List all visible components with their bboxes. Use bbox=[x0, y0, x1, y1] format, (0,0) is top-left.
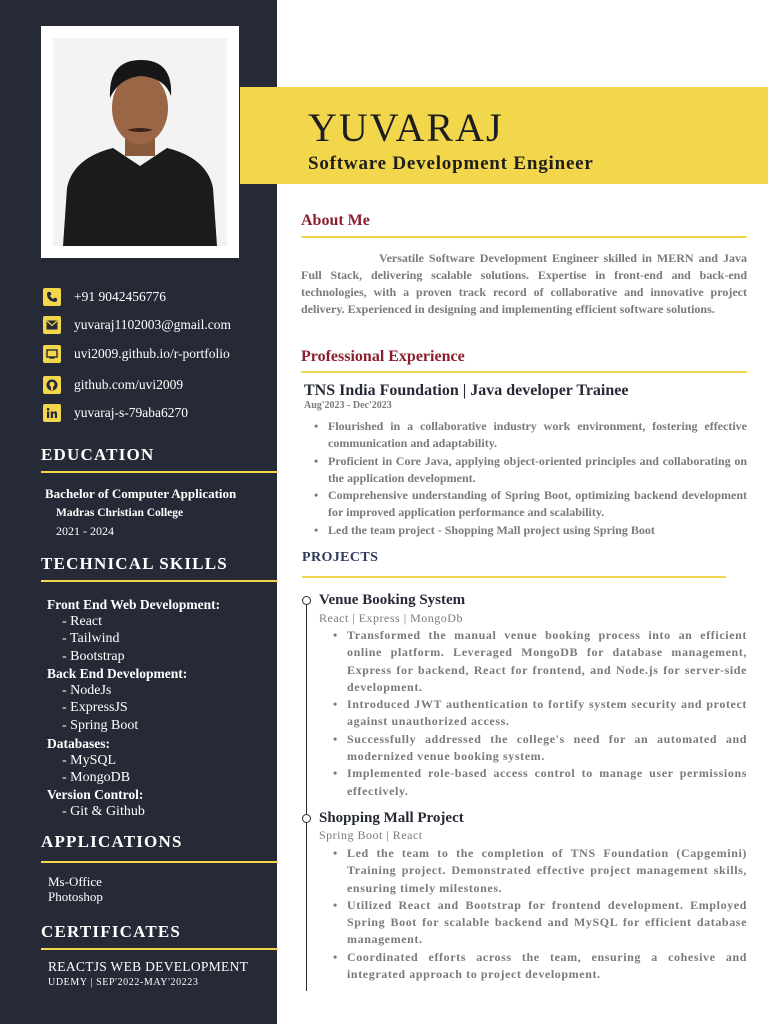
portfolio-icon bbox=[43, 345, 61, 363]
skills-frontend-head: Front End Web Development: bbox=[47, 597, 221, 612]
project-name: Shopping Mall Project bbox=[319, 810, 464, 826]
profile-photo-frame bbox=[41, 26, 239, 258]
experience-divider bbox=[301, 371, 747, 373]
education-college: Madras Christian College bbox=[56, 507, 184, 519]
projects-timeline bbox=[306, 603, 307, 991]
skill-item: - Spring Boot bbox=[62, 718, 139, 733]
experience-heading: Professional Experience bbox=[301, 348, 465, 365]
applications-heading: APPLICATIONS bbox=[41, 832, 183, 851]
list-item: • Comprehensive understanding of Spring Boot, optimizing backend development for improved application performance and scalability. bbox=[314, 488, 747, 520]
contact-linkedin-text: yuvaraj-s-79aba6270 bbox=[74, 405, 188, 420]
contact-email[interactable] bbox=[43, 315, 273, 335]
experience-bullets bbox=[314, 418, 747, 539]
applications-divider bbox=[41, 861, 278, 863]
job-date: Aug'2023 - Dec'2023 bbox=[304, 400, 392, 411]
application-item: Ms-Office bbox=[48, 874, 102, 889]
application-item: Photoshop bbox=[48, 889, 103, 904]
list-item: • Introduced JWT authentication to fortify system security and protect against unauthorized access. bbox=[333, 697, 747, 729]
skills-divider bbox=[41, 580, 278, 582]
contact-portfolio[interactable] bbox=[43, 344, 273, 364]
skill-item: - MySQL bbox=[62, 753, 117, 768]
project-tech: Spring Boot | React bbox=[319, 828, 423, 842]
list-item: • Successfully addressed the college's need for an automated and modernized venue booking system. bbox=[333, 731, 747, 764]
about-heading: About Me bbox=[301, 212, 370, 229]
skill-item: - ExpressJS bbox=[62, 700, 128, 715]
candidate-name: YUVARAJ bbox=[308, 105, 504, 150]
list-item: • Led the team project - Shopping Mall project using Spring Boot bbox=[314, 522, 655, 537]
skill-item: - Bootstrap bbox=[62, 649, 125, 664]
phone-icon bbox=[43, 288, 61, 306]
project-tech: React | Express | MongoDb bbox=[319, 611, 463, 625]
project-bullets bbox=[333, 845, 747, 983]
linkedin-icon bbox=[43, 404, 61, 422]
contact-portfolio-text: uvi2009.github.io/r-portfolio bbox=[74, 346, 230, 361]
education-heading: EDUCATION bbox=[41, 445, 155, 464]
education-degree: Bachelor of Computer Application bbox=[45, 486, 237, 501]
skill-item: - React bbox=[62, 614, 103, 629]
skill-item: - Tailwind bbox=[62, 631, 120, 646]
timeline-dot bbox=[302, 596, 311, 605]
job-title: TNS India Foundation | Java developer Trainee bbox=[304, 382, 629, 399]
contact-linkedin[interactable] bbox=[43, 403, 273, 423]
skills-db-head: Databases: bbox=[47, 736, 110, 751]
skills-heading: TECHNICAL SKILLS bbox=[41, 554, 228, 573]
skill-item: - MongoDB bbox=[62, 770, 131, 785]
contact-github[interactable] bbox=[43, 375, 273, 395]
about-divider bbox=[301, 236, 747, 238]
skills-vc-head: Version Control: bbox=[47, 787, 144, 802]
education-divider bbox=[41, 471, 278, 473]
project-name: Venue Booking System bbox=[319, 592, 466, 608]
certificates-heading: CERTIFICATES bbox=[41, 922, 182, 941]
list-item: • Proficient in Core Java, applying object-oriented principles and collaborating on the application development. bbox=[314, 453, 747, 485]
list-item: • Implemented role-based access control to manage user permissions effectively. bbox=[333, 766, 747, 798]
profile-photo bbox=[53, 38, 227, 246]
github-icon bbox=[43, 376, 61, 394]
certificate-name: REACTJS WEB DEVELOPMENT bbox=[48, 959, 249, 974]
list-item: • Transformed the manual venue booking process into an efficient online platform. Leveraged MongoDB for database management, Express for backend, React for frontend, and Node.js for server-side development. bbox=[333, 628, 747, 694]
sidebar bbox=[0, 0, 277, 1024]
list-item: • Coordinated efforts across the team, ensuring a cohesive and integrated approach to project development. bbox=[333, 949, 747, 982]
projects-heading: PROJECTS bbox=[302, 550, 379, 565]
skill-item: - NodeJs bbox=[62, 683, 112, 698]
list-item: • Utilized React and Bootstrap for frontend development. Employed Spring Boot for scalable backend and MySQL for efficient database management. bbox=[333, 897, 747, 947]
list-item: • Led the team to the completion of TNS Foundation (Capgemini) Training project. Demonstrated effective project management skills, ensuring timely milestones. bbox=[333, 846, 747, 895]
email-icon bbox=[43, 316, 61, 334]
candidate-title: Software Development Engineer bbox=[308, 153, 594, 174]
contact-github-text: github.com/uvi2009 bbox=[74, 377, 184, 392]
skills-backend-head: Back End Development: bbox=[47, 666, 188, 681]
projects-divider bbox=[302, 576, 726, 578]
project-bullets bbox=[333, 627, 747, 800]
contact-phone-text: +91 9042456776 bbox=[74, 289, 166, 304]
timeline-dot bbox=[302, 814, 311, 823]
education-years: 2021 - 2024 bbox=[56, 524, 114, 538]
list-item: • Flourished in a collaborative industry work environment, fostering effective communication and adaptability. bbox=[314, 419, 747, 451]
certificate-detail: UDEMY | SEP'2022-MAY'20223 bbox=[48, 977, 199, 988]
skill-item: - Git & Github bbox=[62, 804, 145, 819]
contact-phone[interactable] bbox=[43, 287, 273, 307]
contact-email-text: yuvaraj1102003@gmail.com bbox=[74, 317, 232, 332]
certificates-divider bbox=[41, 948, 278, 950]
about-text: Versatile Software Development Engineer skilled in MERN and Java Full Stack, delivering scalable solutions. Expertise in front-end and back-end technologies, with a proven track record of collaborative and innovative project delivery. Experienced in designing and implementing efficient software solutions. bbox=[301, 251, 747, 316]
